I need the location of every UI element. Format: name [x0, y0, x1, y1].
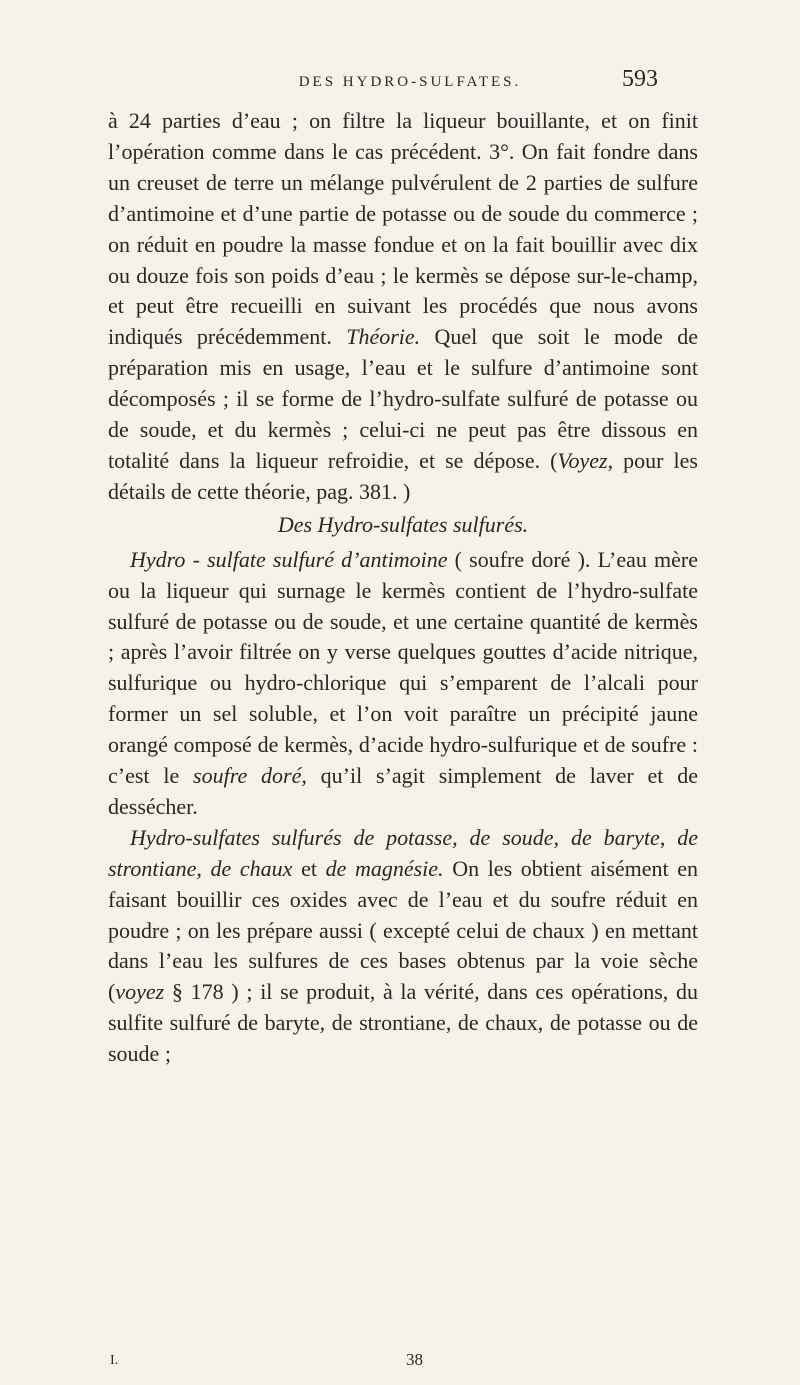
body-text [108, 106, 698, 1070]
paragraph-2-end: qu’il s’agit simplement de laver et de dessécher. [108, 763, 698, 819]
paragraph-2 [108, 545, 698, 823]
strontiane-chaux: de strontiane, de chaux [108, 824, 699, 881]
running-title: DES HYDRO-SULFATES. [298, 74, 522, 90]
paragraph-1-text: à 24 parties d’eau ; on filtre la liqueur bouillante, et on finit l’opération comme dans le cas précédent. 3°. On fait fondre dans un creuset de terre un mélange pulvérulent de 2 parties de sulfure d’antimoine et d’une partie de potasse ou de soude du commerce ; on réduit en poudre la masse fondue et on la fait bouillir avec dix ou douze fois son poids d’eau ; le kermès se dépose sur-le-champ, et peut être recueilli en suivant les procédés que nous avons indiqués précédemment. [108, 108, 698, 350]
soufre-dore: soufre doré, [193, 763, 307, 789]
magnesie: de magnésie. [325, 855, 444, 881]
voyez-ref-2: voyez [115, 979, 165, 1005]
paragraph-3-comma: , [659, 824, 666, 850]
paragraph-1 [108, 106, 698, 508]
theorie-label: Théorie. [346, 324, 421, 350]
theorie-text: Quel que soit le mode de préparation mis en usage, l’eau et le sulfure d’antimoine sont décomposés ; il se forme de l’hydro-sulfate sulfuré de potasse ou de soude, et du kermès ; celui-ci ne peut pas être dissous en totalité dans la liqueur refroidie, et se dépose. ( [108, 324, 699, 473]
paragraph-3-ref: § 178 ) ; il se produit, à la vérité, dans ces opérations, du sulfite sulfuré de baryte, de strontiane, de chaux, de potasse ou de soude ; [108, 979, 698, 1067]
paragraph-2-text: ( soufre doré ). L’eau mère ou la liqueur qui surnage le kermès contient de l’hydro-sulfate sulfuré de potasse ou de soude, et une certaine quantité de kermès ; après l’avoir filtrée on y verse quelques gouttes d’acide nitrique, sulfurique ou hydro-chlorique qui s’emparent de l’alcali pour former un sel soluble, et l’on voit paraître un précipité jaune orangé composé de kermès, d’acide hydro-sulfurique et de soufre : c’est le [108, 546, 698, 789]
sheet-number: 38 [406, 1350, 423, 1369]
voyez-ref: Voyez [557, 447, 608, 473]
section-heading: Des Hydro-sulfates sulfurés. [277, 511, 529, 537]
paragraph-3-title: Hydro-sulfates sulfurés de potasse, de soude, de baryte [130, 824, 660, 850]
paragraph-3-text: On les obtient aisément en faisant bouillir ces oxides avec de l’eau et du soufre réduit en poudre ; on les prépare aussi ( excepté celui de chaux ) en mettant dans l’eau les sulfures de ces bases obtenus par la voie sèche ( [108, 855, 699, 1005]
paragraph-3-et: et [301, 855, 317, 881]
theorie-end: , pour les détails de cette théorie, pag. 381. ) [108, 447, 698, 504]
paragraph-3 [108, 823, 698, 1070]
signature-mark: I. [110, 1353, 119, 1368]
paragraph-2-title: Hydro - sulfate sulfuré d’antimoine [130, 546, 448, 572]
page-number: 593 [622, 66, 658, 92]
